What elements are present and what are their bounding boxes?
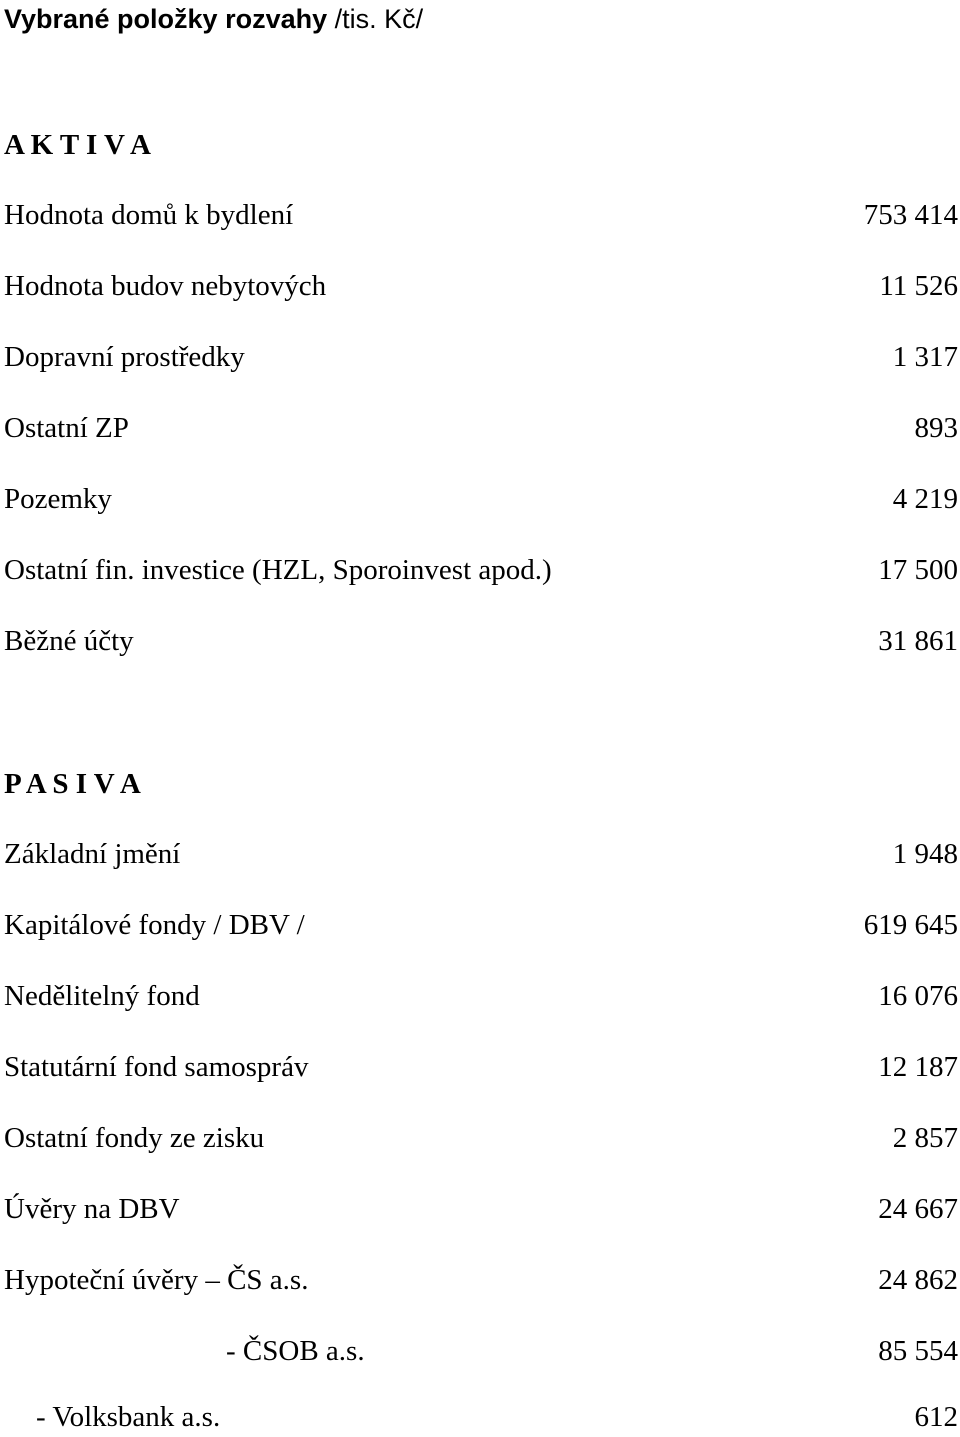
row-value: 31 861 (878, 625, 958, 657)
pasiva-row (0, 976, 960, 1016)
row-value: 893 (914, 412, 958, 444)
row-label: Pozemky (4, 483, 112, 515)
aktiva-row (0, 550, 960, 590)
pasiva-row (0, 834, 960, 874)
row-value: 1 317 (892, 341, 958, 373)
row-label: Nedělitelný fond (4, 980, 200, 1012)
row-value: 17 500 (878, 554, 958, 586)
pasiva-row (0, 905, 960, 945)
row-value: 2 857 (892, 1122, 958, 1154)
row-value: 619 645 (863, 909, 958, 941)
row-label: Hypoteční úvěry – ČS a.s. (4, 1264, 309, 1296)
row-label: Ostatní ZP (4, 412, 129, 444)
heading-title: Vybrané položky rozvahy (4, 4, 328, 34)
row-label: Ostatní fondy ze zisku (4, 1122, 265, 1154)
row-label: - ČSOB a.s. (226, 1335, 365, 1367)
row-label: Základní jmění (4, 838, 181, 870)
row-label: Hodnota domů k bydlení (4, 199, 294, 231)
row-label: Statutární fond samospráv (4, 1051, 309, 1083)
pasiva-title: P A S I V A (4, 768, 141, 800)
pasiva-row (0, 1047, 960, 1087)
row-value: 24 862 (878, 1264, 958, 1296)
row-value: 1 948 (892, 838, 958, 870)
row-label: Kapitálové fondy / DBV / (4, 909, 305, 941)
row-value: 753 414 (863, 199, 958, 231)
row-label: Dopravní prostředky (4, 341, 245, 373)
page-heading (4, 0, 423, 38)
heading-unit: /tis. Kč/ (327, 4, 424, 34)
aktiva-row (0, 479, 960, 519)
pasiva-row (0, 1260, 960, 1300)
row-value: 4 219 (892, 483, 958, 515)
row-value: 85 554 (878, 1335, 958, 1367)
row-label: Běžné účty (4, 625, 134, 657)
row-value: 12 187 (878, 1051, 958, 1083)
pasiva-row (0, 1118, 960, 1158)
row-label: Ostatní fin. investice (HZL, Sporoinvest apod.) (4, 554, 552, 586)
aktiva-row (0, 621, 960, 661)
aktiva-row (0, 337, 960, 377)
row-label: Úvěry na DBV (4, 1193, 180, 1225)
row-value: 11 526 (879, 270, 958, 302)
row-label: Hodnota budov nebytových (4, 270, 327, 302)
aktiva-title: A K T I V A (4, 129, 151, 161)
row-label: - Volksbank a.s. (36, 1401, 221, 1433)
aktiva-row (0, 266, 960, 306)
aktiva-row (0, 408, 960, 448)
pasiva-row (0, 1397, 960, 1437)
pasiva-row (0, 1189, 960, 1229)
aktiva-row (0, 195, 960, 235)
pasiva-row (0, 1331, 960, 1371)
row-value: 24 667 (878, 1193, 958, 1225)
row-value: 612 (914, 1401, 958, 1433)
row-value: 16 076 (878, 980, 958, 1012)
